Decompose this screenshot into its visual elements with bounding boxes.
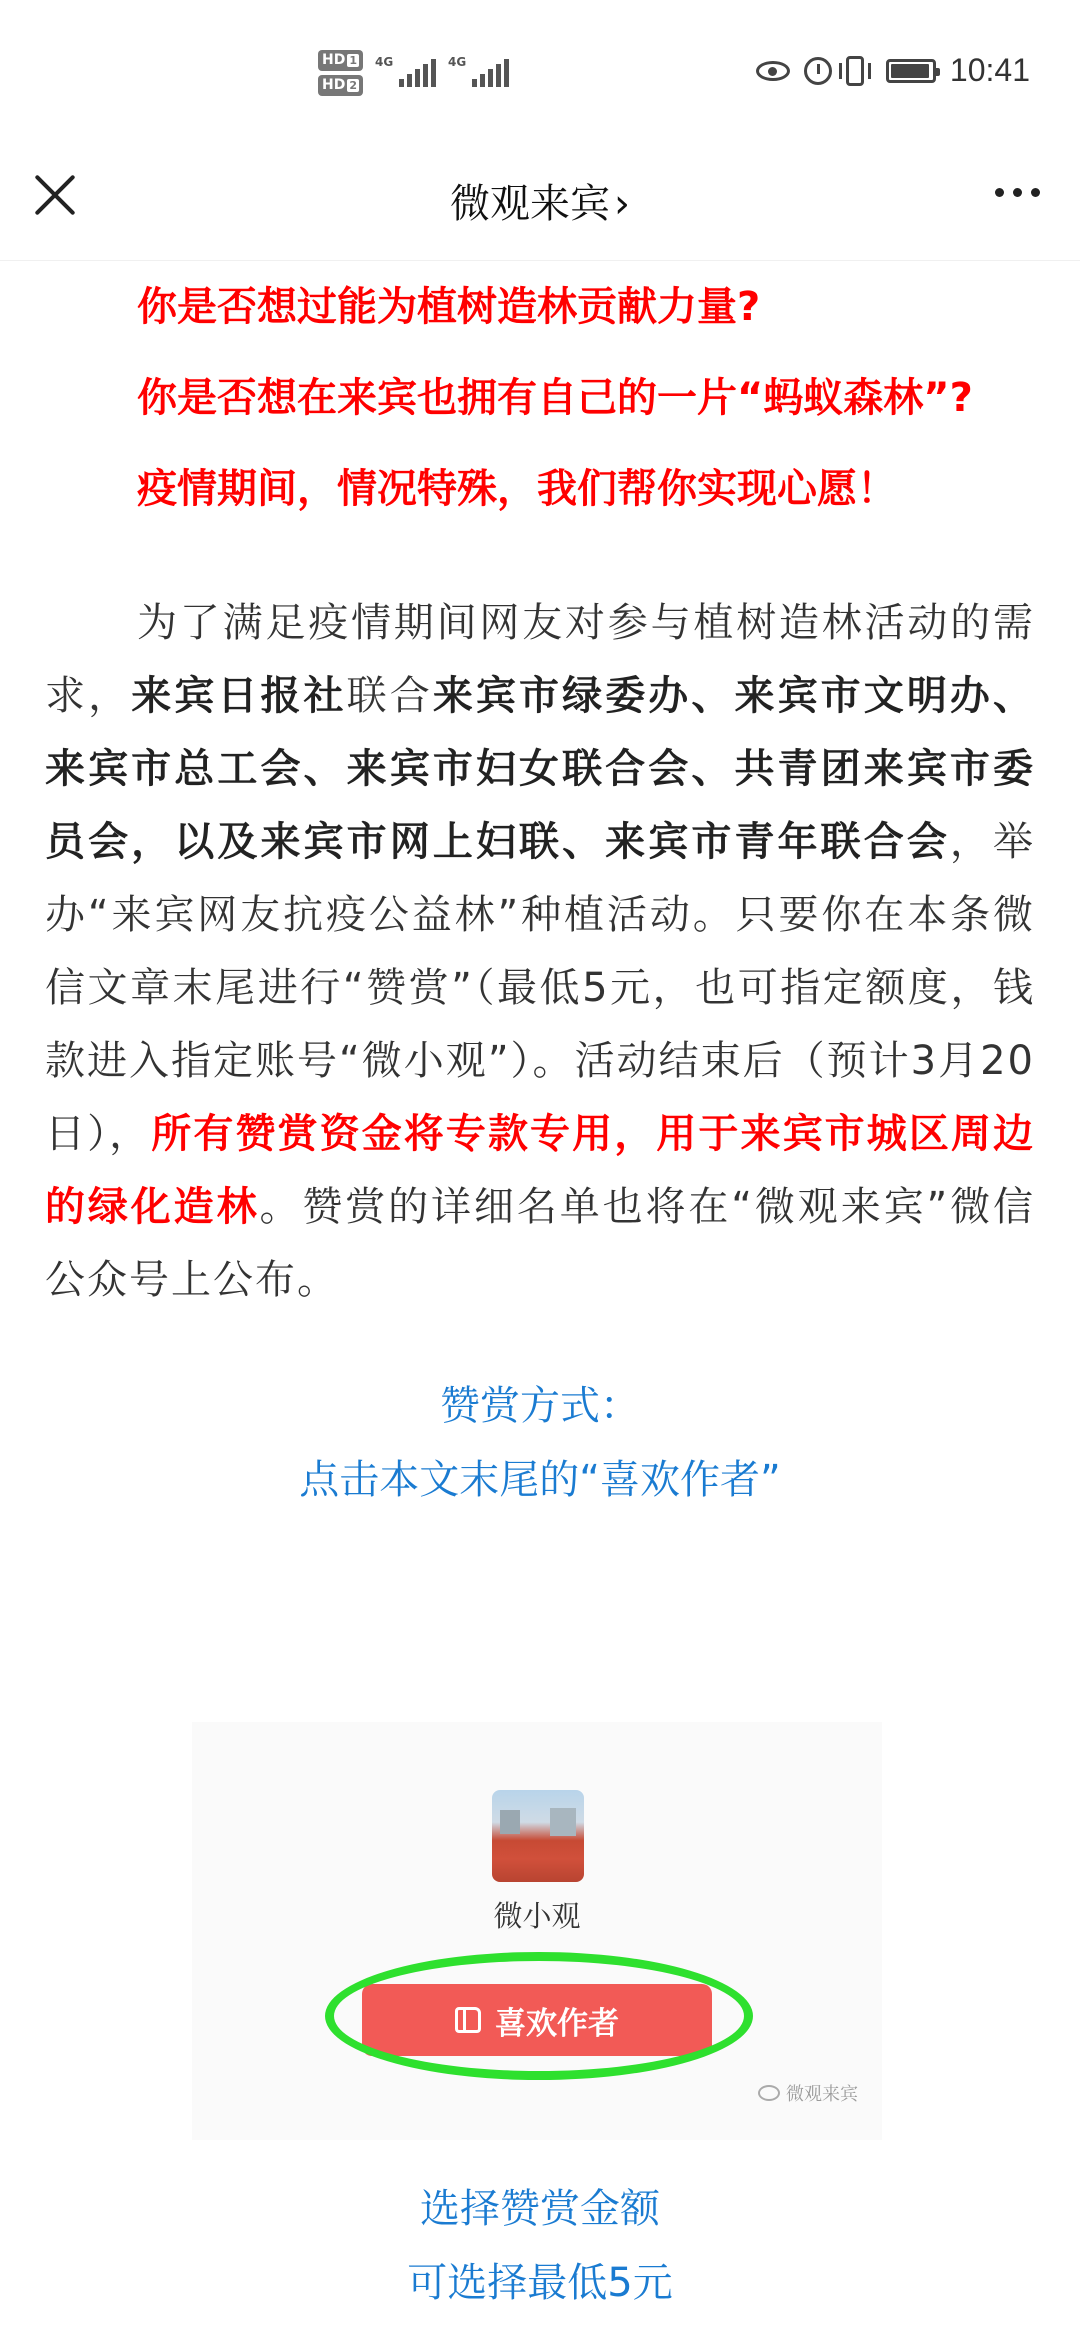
para-text-3: ，举办“来宾网友抗疫公益林”种植活动。只要你在本条微信文章末尾进行“赞赏”（最低5元，也可指定额度，钱款进入指定账号“微小观”）。活动结束后（预计3月20日）， (45, 819, 1036, 1157)
intro-paragraph (45, 587, 1035, 1317)
para-bold-1: 来宾日报社 (131, 673, 347, 719)
author-avatar (492, 1790, 584, 1882)
reward-method-title: 赞赏方式： (440, 1383, 640, 1429)
signal-icon-sim1: 4G (375, 59, 436, 87)
red-headline-3: 疫情期间，情况特殊，我们帮你实现心愿！ (137, 466, 897, 512)
hd-badge-sim2: HD 2 (318, 75, 363, 96)
green-highlight-circle (325, 1952, 753, 2080)
hd-badge-sim1: HD 1 (318, 50, 363, 71)
network-indicators (318, 50, 509, 96)
top-nav-bar (0, 150, 1080, 261)
red-headline-1: 你是否想过能为植树造林贡献力量? (137, 284, 761, 330)
reward-method-instruction: 点击本文末尾的“喜欢作者” (299, 1457, 781, 1503)
eye-comfort-icon (756, 61, 790, 81)
watermark (758, 2080, 858, 2106)
red-headline-2: 你是否想在来宾也拥有自己的一片“蚂蚁森林”? (137, 375, 973, 421)
watermark-text: 微观来宾 (786, 2084, 858, 2105)
select-min-amount: 可选择最低5元 (407, 2260, 673, 2306)
status-bar (0, 0, 1080, 150)
para-text-1: 为了满足疫情期间网友对参与植树造林活动的需求， (45, 600, 1035, 719)
alarm-icon (804, 57, 832, 85)
hd-badges (318, 50, 363, 96)
like-author-label: 喜欢作者 (495, 2005, 619, 2042)
select-amount-title: 选择赞赏金额 (420, 2186, 660, 2232)
vibrate-icon (846, 56, 864, 86)
status-icons (756, 52, 1030, 89)
author-name: 微小观 (493, 1899, 581, 1933)
para-text-4: 。赞赏的详细名单也将在“微观来宾”微信公众号上公布。 (45, 1184, 1035, 1303)
para-red-emphasis: 所有赞赏资金将专款专用，用于来宾市城区周边的绿化造林 (45, 1111, 1036, 1230)
signal-icon-sim2: 4G (448, 59, 509, 87)
article-body (45, 262, 1035, 1517)
para-bold-2: 来宾市绿委办、来宾市文明办、来宾市总工会、来宾市妇女联合会、共青团来宾市委员会，以及来宾市网上妇联、来宾市青年联合会 (45, 673, 1036, 865)
battery-icon (886, 59, 936, 83)
account-title: 微观来宾 (450, 181, 610, 227)
more-icon[interactable] (995, 188, 1040, 197)
chevron-right-icon: › (614, 181, 630, 227)
account-title-link[interactable] (0, 172, 1080, 229)
battery-level-fill (891, 64, 929, 78)
para-text-2: 联合 (346, 673, 433, 719)
clock: 10:41 (949, 52, 1030, 88)
wechat-watermark-icon (758, 2085, 780, 2101)
reward-card-image (192, 1722, 882, 2140)
